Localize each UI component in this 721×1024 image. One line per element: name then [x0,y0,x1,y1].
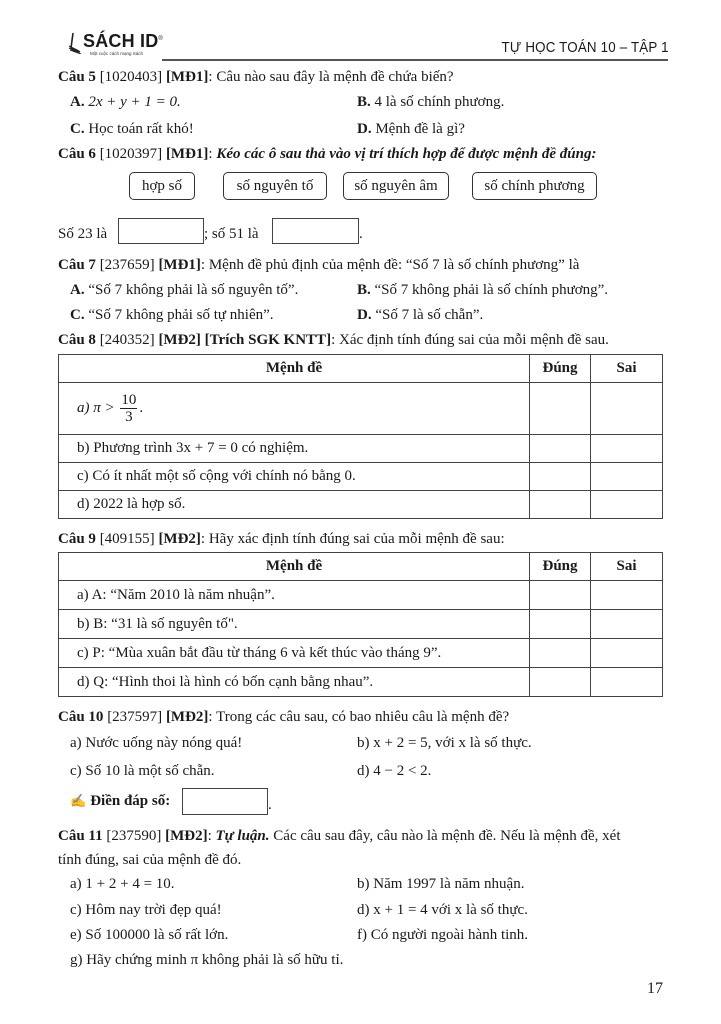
header-menh-de: Mệnh đề [59,553,530,581]
question-11-stem-cont: tính đúng, sai của mệnh đề đó. [58,852,242,868]
q11-item-c: c) Hôm nay trời đẹp quá! [70,902,222,918]
question-5-stem: Câu 5 [1020403] [MĐ1]: Câu nào sau đây là mệnh đề chứa biến? [58,69,454,85]
statement-cell: b) B: “31 là số nguyên tố". [59,610,530,639]
q5-option-a[interactable]: A. 2x + y + 1 = 0. [70,94,181,110]
q7-option-d[interactable]: D. “Số 7 là số chẵn”. [357,307,484,323]
book-logo-icon [68,32,84,54]
true-cell[interactable] [530,383,591,435]
header-divider [162,59,668,61]
table-row [59,668,663,697]
page-number: 17 [647,980,663,997]
q10-item-b: b) x + 2 = 5, với x là số thực. [357,735,532,751]
q10-item-c: c) Số 10 là một số chẵn. [70,763,215,779]
table-row [59,639,663,668]
true-cell[interactable] [530,610,591,639]
statement-cell: a) A: “Năm 2010 là năm nhuận”. [59,581,530,610]
question-10-stem: Câu 10 [237597] [MĐ2]: Trong các câu sau, có bao nhiêu câu là mệnh đề? [58,709,510,725]
true-cell[interactable] [530,668,591,697]
table-row [59,435,663,463]
q6-drop-zone-2[interactable] [272,218,359,244]
false-cell[interactable] [591,581,663,610]
q10-answer-label: ✍ Điền đáp số: [70,793,171,809]
question-7-stem: Câu 7 [237659] [MĐ1]: Mệnh đề phủ định của mệnh đề: “Số 7 là số chính phương” là [58,257,580,273]
book-title: TỰ HỌC TOÁN 10 – TẬP 1 [501,40,669,56]
false-cell[interactable] [591,491,663,519]
q11-item-a: a) 1 + 2 + 4 = 10. [70,876,175,892]
writing-hand-icon: ✍ [70,793,87,808]
q5-option-c[interactable]: C. Học toán rất khó! [70,121,194,137]
q10-answer-end: . [268,797,272,813]
drag-chip-hop-so[interactable]: hợp số [129,172,195,200]
question-9-stem: Câu 9 [409155] [MĐ2]: Hãy xác định tính đúng sai của mỗi mệnh đề sau: [58,531,505,547]
q6-fill-1-label: Số 23 là [58,226,108,242]
q6-fill-end: . [359,226,363,242]
q11-item-e: e) Số 100000 là số rất lớn. [70,927,229,943]
question-11-stem: Câu 11 [237590] [MĐ2]: Tự luận. Các câu sau đây, câu nào là mệnh đề. Nếu là mệnh đề, xét [58,828,621,844]
q6-drop-zone-1[interactable] [118,218,204,244]
q7-option-a[interactable]: A. “Số 7 không phải là số nguyên tố”. [70,282,299,298]
table-row [59,581,663,610]
false-cell[interactable] [591,639,663,668]
true-cell[interactable] [530,435,591,463]
table-row [59,491,663,519]
drag-chip-so-nguyen-to[interactable]: số nguyên tố [223,172,327,200]
header-sai: Sai [591,355,663,383]
false-cell[interactable] [591,383,663,435]
q7-option-b[interactable]: B. “Số 7 không phải là số chính phương”. [357,282,609,298]
true-cell[interactable] [530,639,591,668]
table-header-row [59,553,663,581]
statement-cell: b) Phương trình 3x + 7 = 0 có nghiệm. [59,435,530,463]
q11-item-b: b) Năm 1997 là năm nhuận. [357,876,525,892]
logo-name: SÁCH ID® [83,31,164,51]
question-6-stem: Câu 6 [1020397] [MĐ1]: Kéo các ô sau thả vào vị trí thích hợp để được mệnh đề đúng: [58,146,597,162]
false-cell[interactable] [591,610,663,639]
drag-chip-so-nguyen-am[interactable]: số nguyên âm [343,172,449,200]
table-row [59,610,663,639]
q11-item-f: f) Có người ngoài hành tinh. [357,927,529,943]
q5-option-b[interactable]: B. 4 là số chính phương. [357,94,505,110]
table-row [59,463,663,491]
statement-cell: a) π > $\frac{10}{3}$ . [59,383,530,435]
q10-item-d: d) 4 − 2 < 2. [357,763,432,779]
drag-chip-so-chinh-phuong[interactable]: số chính phương [472,172,597,200]
statement-cell: d) 2022 là hợp số. [59,491,530,519]
q7-option-c[interactable]: C. “Số 7 không phải số tự nhiên”. [70,307,274,323]
false-cell[interactable] [591,435,663,463]
header-dung: Đúng [530,355,591,383]
table-header-row [59,355,663,383]
header-menh-de: Mệnh đề [59,355,530,383]
true-cell[interactable] [530,463,591,491]
statement-cell: c) Có ít nhất một số cộng với chính nó bằng 0. [59,463,530,491]
q11-item-g: g) Hãy chứng minh π không phải là số hữu tỉ. [70,952,344,968]
question-8-stem: Câu 8 [240352] [MĐ2] [Trích SGK KNTT]: Xác định tính đúng sai của mỗi mệnh đề sau. [58,332,609,348]
q9-true-false-table [58,552,663,697]
true-cell[interactable] [530,491,591,519]
header-sai: Sai [591,553,663,581]
header-dung: Đúng [530,553,591,581]
logo-tagline: Một cuộc cách mạng Sách [90,51,144,56]
fraction: $\frac{10}{3}$ [121,392,137,425]
table-row [59,383,663,435]
statement-cell: c) P: “Mùa xuân bắt đầu từ tháng 6 và kết thúc vào tháng 9”. [59,639,530,668]
q8-true-false-table [58,354,663,519]
statement-cell: d) Q: “Hình thoi là hình có bốn cạnh bằng nhau”. [59,668,530,697]
publisher-logo [68,30,188,70]
false-cell[interactable] [591,463,663,491]
q6-fill-2-label: ; số 51 là [204,226,259,242]
false-cell[interactable] [591,668,663,697]
true-cell[interactable] [530,581,591,610]
q5-option-d[interactable]: D. Mệnh đề là gì? [357,121,465,137]
q10-item-a: a) Nước uống này nóng quá! [70,735,243,751]
q11-item-d: d) x + 1 = 4 với x là số thực. [357,902,528,918]
q10-answer-input[interactable] [182,788,268,815]
